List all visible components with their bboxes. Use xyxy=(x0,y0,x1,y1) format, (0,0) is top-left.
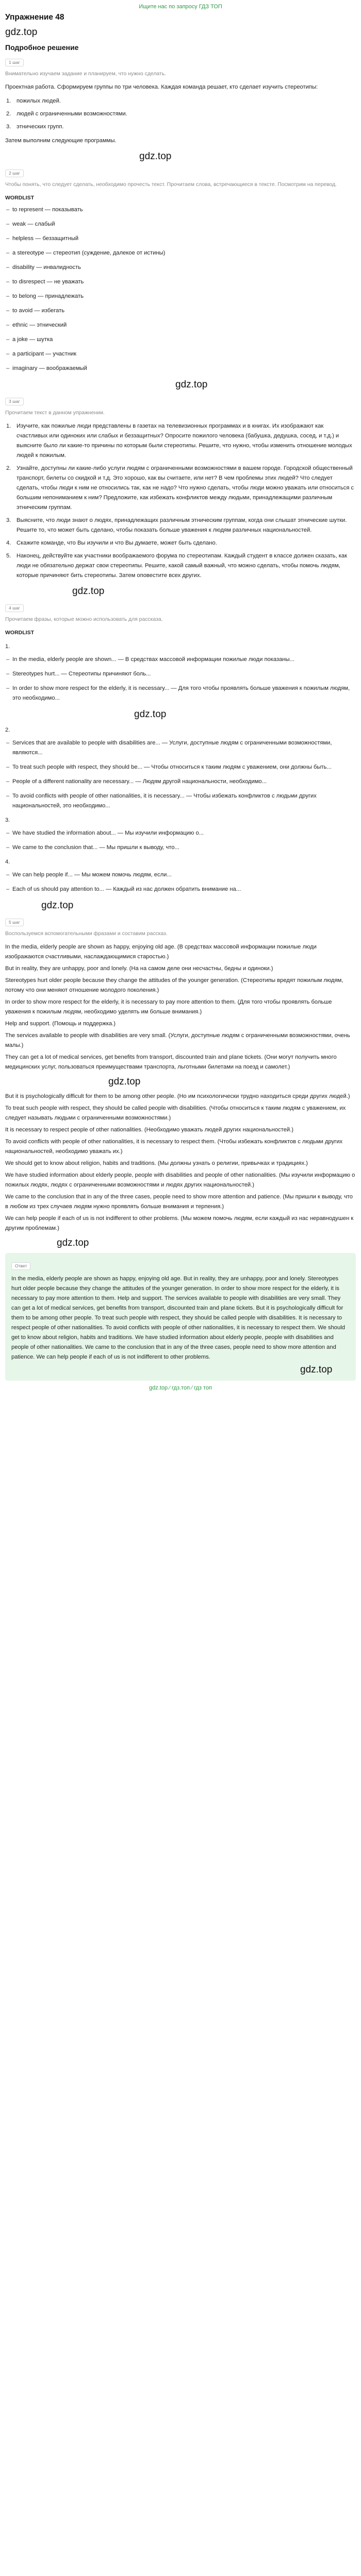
essay-paragraph: We can help people if each of us is not indifferent to other problems. (Мы можем помочь людям, если каждый из нас неравнодушен к другим проблемам.) xyxy=(5,1215,354,1231)
essay-paragraph: Help and support. (Помощь и поддержка.) xyxy=(5,1021,116,1027)
watermark: gdz.top xyxy=(134,709,167,720)
essay-paragraph: But it is psychologically difficult for them to be among other people. (Но им психологически трудно находиться среди других людей.) xyxy=(5,1093,350,1099)
list-item: – a participant — участник xyxy=(5,349,356,359)
step-4 xyxy=(5,601,356,894)
list-item: 5. Наконец, действуйте как участники воображаемого форума по стереотипам. Каждый студент в классе должен сказать, как люди не обязательно держат свои стереотипы. Решите, какой самый важный, что можно сделать, чтобы помочь людям, которые причиняют бить стереотипы. Затем оповестите всех других. xyxy=(6,553,347,579)
step-badge: 2 шаг xyxy=(5,170,24,177)
list-item: 3. этнических групп. xyxy=(6,124,64,130)
step-hint: Воспользуемся вспомогательными фразами и составим рассказ. xyxy=(5,931,168,937)
list-item: – To avoid conflicts with people of other nationalities, it is necessary... — Чтобы избежать конфликтов с людьми других национальностей, это необходимо... xyxy=(5,791,356,811)
list-item: 1. пожилых людей. xyxy=(6,98,61,104)
numbered-list xyxy=(5,421,356,581)
step-5 xyxy=(5,916,356,1233)
step-badge: 1 шаг xyxy=(5,59,24,66)
wordlist xyxy=(5,205,356,374)
list-item: – Stereotypes hurt... — Стереотипы причиняют боль... xyxy=(5,669,356,679)
numbered-list xyxy=(5,96,356,132)
list-item: – We have studied the information about... — Мы изучили информацию о... xyxy=(5,828,356,838)
list-item: – to belong — принадлежать xyxy=(5,292,356,301)
phrase-list xyxy=(5,738,356,811)
step-hint: Внимательно изучаем задание и планируем, что нужно сделать. xyxy=(5,71,166,77)
list-item: 4. Скажите команде, что Вы изучили и что Вы думаете, может быть сделано. xyxy=(6,540,217,546)
essay-paragraph: But in reality, they are unhappy, poor and lonely. (На на самом деле они несчастны, бедны и одиноки.) xyxy=(5,965,273,972)
watermark: gdz.top xyxy=(108,1076,141,1087)
essay-paragraph: We should get to know about religion, habits and traditions. (Мы должны узнать о религии, привычках и традициях.) xyxy=(5,1160,308,1166)
step-1 xyxy=(5,56,356,146)
list-item: – disability — инвалидность xyxy=(5,263,356,273)
list-item: – Services that are available to people with disabilities are... — Услуги, доступные людям с ограниченными возможностями, являются... xyxy=(5,738,356,758)
step-text: Затем выполним следующие программы. xyxy=(5,138,117,144)
step-hint: Прочитаем фразы, которые можно использовать для рассказа. xyxy=(5,617,163,622)
watermark: gdz.top xyxy=(175,379,208,390)
essay-paragraph: They can get a lot of medical services, get benefits from transport, discounted train and plane tickets. (Они могут получить много медицинских услуг, пользоваться преимуществами транспорта, льготными билетами на поезд и самолет.) xyxy=(5,1054,337,1070)
watermark: gdz.top xyxy=(41,900,74,911)
essay-paragraph: In the media, elderly people are shown as happy, enjoying old age. (В средствах массовой информации пожилые люди изображаются счастливыми, наслаждающимися старостью.) xyxy=(5,944,317,960)
essay-paragraph: We have studied information about elderly people, people with disabilities and people of other nationalities. (Мы изучили информацию о пожилых людях, людях с ограниченными возможностями и людях других национальностей.) xyxy=(5,1172,355,1188)
list-item: – a joke — шутка xyxy=(5,335,356,345)
list-item: 1. Изучите, как пожилые люди представлены в газетах на телевизионных программах и в книгах. Их изображают как счастливых или одиноких или слабых и беззащитных? Опросите пожилого человека (бабушка, дедушка, сосед, и т.д.) и выясните было ли какие-то причины по которым были стереотипы. Решите, что нужно, чтобы изменить отношение молодых людей к пожилым. xyxy=(6,423,352,459)
step-badge: 3 шаг xyxy=(5,398,24,405)
group-number: 2. xyxy=(5,727,10,733)
step-2 xyxy=(5,166,356,374)
step-3 xyxy=(5,395,356,581)
list-item: – We can help people if... — Мы можем помочь людям, если... xyxy=(5,870,356,880)
page-title: Упражнение 48 xyxy=(5,13,64,22)
list-item: – helpless — беззащитный xyxy=(5,234,356,244)
answer-box xyxy=(5,1253,356,1381)
essay-paragraph: The services available to people with disabilities are very small. (Услуги, доступные людям с ограниченными возможностями, очень малы.) xyxy=(5,1032,350,1048)
phrase-list xyxy=(5,655,356,703)
step-text: Проектная работа. Сформируем группы по три человека. Каждая команда решает, кто сделает изучить стереотипы: xyxy=(5,84,318,90)
essay-paragraph: We came to the conclusion that in any of the three cases, people need to show more attention and patience. (Мы пришли к выводу, что в любом из трех случаев людям нужно проявлять больше внимания и терпения.) xyxy=(5,1194,353,1210)
essay-paragraph: Stereotypes hurt older people because they change the attitudes of the younger generation. (Стереотипы вредят пожилым людям, потому что они меняют отношение молодого поколения.) xyxy=(5,977,343,993)
footer-links[interactable]: gdz.top ⁄ гдз.топ ⁄ гдз топ xyxy=(149,1385,212,1391)
list-item: – People of a different nationality are necessary... — Людям другой национальности, необходимо... xyxy=(5,777,356,787)
group-number: 3. xyxy=(5,817,10,823)
list-item: – In the media, elderly people are shown... — В средствах массовой информации пожилые люди показаны... xyxy=(5,655,356,665)
watermark: gdz.top xyxy=(5,27,38,38)
list-item: – In order to show more respect for the elderly, it is necessary... — Для того чтобы проявлять больше уважения к пожилым людям, это необходимо... xyxy=(5,684,356,703)
step-badge: 4 шаг xyxy=(5,604,24,612)
watermark: gdz.top xyxy=(139,151,172,162)
watermark: gdz.top xyxy=(72,586,105,597)
step-badge: 5 шаг xyxy=(5,919,24,926)
wordlist-label: WORDLIST xyxy=(5,630,34,636)
essay-paragraph: To avoid conflicts with people of other nationalities, it is necessary to respect them. (Чтобы избежать конфликтов с людьми других национальностей, необходимо уважать их.) xyxy=(5,1139,343,1155)
answer-text: In the media, elderly people are shown as happy, enjoying old age. But in reality, they are unhappy, poor and lonely. Stereotypes hurt older people because they change the attitudes of the younger generation. In order to show more respect for the elderly, it is necessary to pay more attention to them. Help and support. The services available to people with disabilities are very small. They can get a lot of medical services, get benefits from transport, discounted train and plane tickets. But it is psychologically difficult for them to be among other people. To treat such people with respect, they should be called people with disabilities. It is necessary to respect people of other nationalities. To avoid conflicts with people of other nationalities, it is necessary to respect them. We should get to know about religion, habits and traditions. We have studied information about elderly people, people with disabilities and people of other nationalities. We came to the conclusion that in any of the three cases, people need to show more attention and patience. We can help people if each of us is not indifferent to other problems. xyxy=(11,1276,345,1360)
list-item: – to disrespect — не уважать xyxy=(5,277,356,287)
essay-paragraph: To treat such people with respect, they should be called people with disabilities. (Чтобы относиться к таким людям с уважением, их следует называть людьми с ограниченными возможностями.) xyxy=(5,1105,346,1121)
essay-paragraph: In order to show more respect for the elderly, it is necessary to pay more attention to them. (Для того чтобы проявлять больше уважения к пожилым людям, необходимо уделять им больше внимания.) xyxy=(5,999,332,1015)
step-hint: Прочитаем текст в данном упражнении. xyxy=(5,410,105,416)
list-item: 2. Узнайте, доступны ли какие-либо услуги людям с ограниченными возможностями в вашем городе. Городской общественный транспорт, билеты со скидкой и т.д. Это хорошо, как вы считаете, или нет? В чем проблемы этих людей? Что следует сделать, чтобы люди к ним не относились так, как не надо? Что нужно сделать, чтобы люди можно уважать или относиться с большим непониманием к ним? Предложите, как избежать конфликтов между людьми, принадлежащими различным этническим группам. xyxy=(6,465,354,511)
list-item: – a stereotype — стереотип (суждение, далекое от истины) xyxy=(5,248,356,258)
watermark: gdz.top xyxy=(57,1238,89,1248)
essay-paragraph: It is necessary to respect people of other nationalities. (Необходимо уважать людей других национальностей.) xyxy=(5,1127,293,1133)
top-link[interactable]: Ищите нас по запросу ГДЗ ТОП xyxy=(139,4,222,10)
step-hint: Чтобы понять, что следует сделать, необходимо прочесть текст. Прочитаем слова, встречающиеся в тексте. Посмотрим на перевод. xyxy=(5,182,337,188)
list-item: – To treat such people with respect, they should be... — Чтобы относиться к таким людям с уважением, они должны быть... xyxy=(5,762,356,772)
list-item: – imaginary — воображаемый xyxy=(5,364,356,374)
answer-badge: Ответ xyxy=(11,1262,30,1270)
list-item: – to represent — показывать xyxy=(5,205,356,215)
watermark: gdz.top xyxy=(300,1364,333,1375)
group-number: 4. xyxy=(5,859,10,865)
list-item: 3. Выясните, что люди знают о людях, принадлежащих различным этническим группам, когда они слышат этнические шутки. Решите то, что может быть сделано, чтобы показать больше уважения к людям различных национальностей. xyxy=(6,517,347,533)
list-item: – ethnic — этнический xyxy=(5,320,356,330)
list-item: – Each of us should pay attention to... — Каждый из нас должен обратить внимание на... xyxy=(5,885,356,894)
group-number: 1. xyxy=(5,643,10,650)
list-item: – to avoid — избегать xyxy=(5,306,356,316)
section-title: Подробное решение xyxy=(5,43,79,52)
phrase-list xyxy=(5,828,356,853)
phrase-list xyxy=(5,870,356,894)
list-item: – weak — слабый xyxy=(5,219,356,229)
list-item: – We came to the conclusion that... — Мы пришли к выводу, что... xyxy=(5,843,356,853)
wordlist-label: WORDLIST xyxy=(5,195,34,201)
list-item: 2. людей с ограниченными возможностями. xyxy=(6,111,127,117)
